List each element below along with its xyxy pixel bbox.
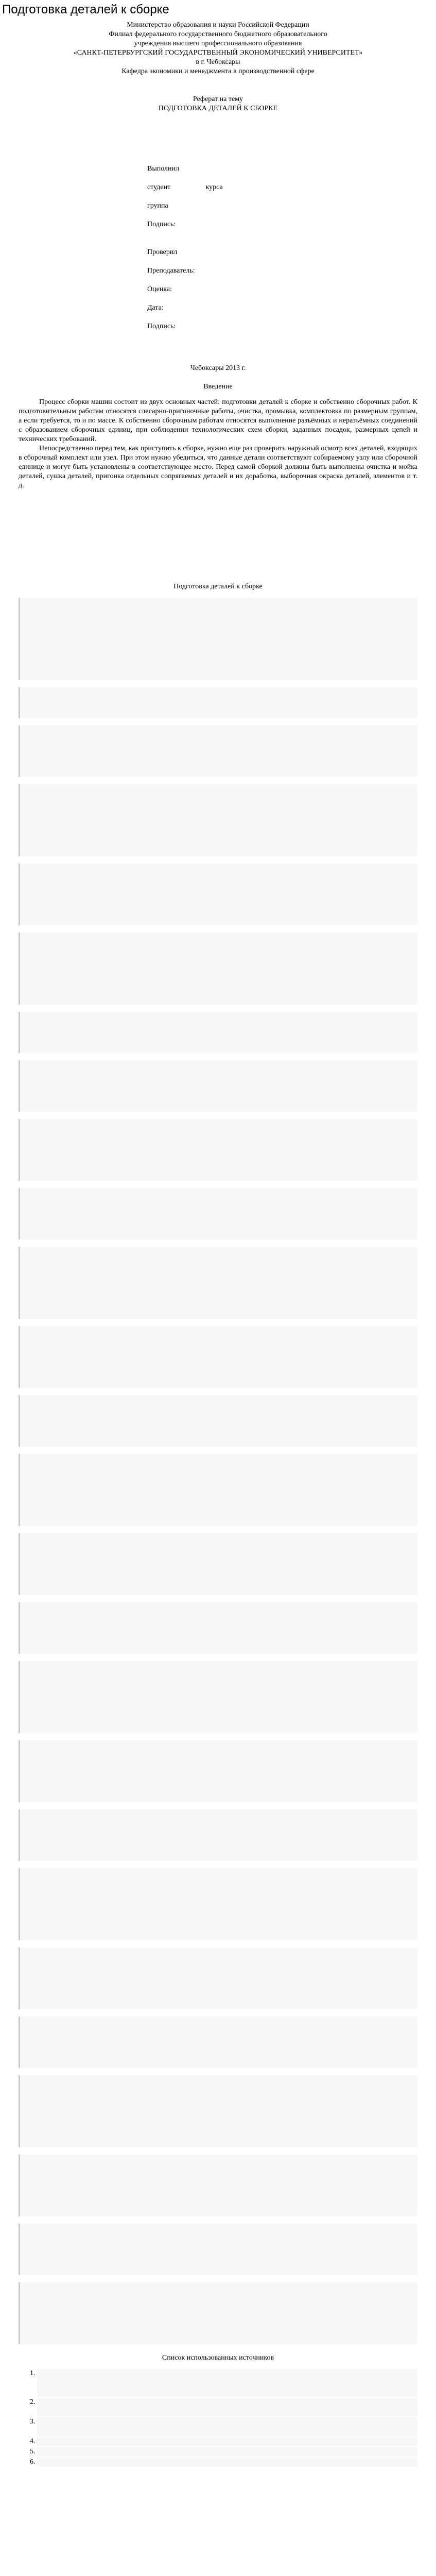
illegible-paragraph — [19, 725, 417, 777]
illegible-paragraph — [19, 1868, 417, 1940]
illegible-paragraph — [19, 863, 417, 925]
branch-line-1: Филиал федерального государственного бюджетного образовательного — [109, 30, 327, 38]
references-section — [19, 2353, 417, 2467]
department-line: Кафедра экономики и менеджмента в производственной сфере — [121, 67, 315, 75]
illegible-paragraph — [19, 1602, 417, 1654]
reference-item — [37, 2398, 417, 2416]
document-body — [0, 18, 436, 2467]
illegible-paragraph — [19, 2224, 417, 2275]
group-label: группа — [147, 202, 168, 210]
document-title: Подготовка деталей к сборке — [2, 3, 169, 16]
ministry-line: Министерство образования и науки Российской Федерации — [127, 21, 309, 29]
city-year: Чебоксары 2013 г. — [190, 364, 246, 372]
illegible-paragraph — [19, 2016, 417, 2068]
grade-label: Оценка: — [147, 285, 172, 293]
illegible-paragraph — [19, 1188, 417, 1240]
illegible-paragraph — [19, 1740, 417, 1802]
performer-form — [147, 160, 417, 336]
illegible-paragraph — [19, 2075, 417, 2147]
illegible-paragraph — [19, 2282, 417, 2344]
course-label: курса — [205, 183, 223, 191]
illegible-paragraph — [19, 1395, 417, 1447]
illegible-paragraph — [19, 2155, 417, 2216]
illegible-paragraph — [19, 784, 417, 856]
topic-line: ПОДГОТОВКА ДЕТАЛЕЙ К СБОРКЕ — [158, 105, 278, 112]
main-section-heading: Подготовка деталей к сборке — [173, 583, 263, 590]
date-label: Дата: — [147, 304, 164, 312]
references-heading: Список использованных источников — [162, 2354, 274, 2362]
illegible-paragraph — [19, 1947, 417, 2009]
illegible-paragraph — [19, 1247, 417, 1319]
illegible-paragraph — [19, 1012, 417, 1053]
work-type: Реферат на тему — [193, 95, 243, 103]
reference-item — [37, 2458, 417, 2467]
illegible-paragraph — [19, 1119, 417, 1181]
reference-item — [37, 2437, 417, 2446]
university-name: «САНКТ-ПЕТЕРБУРГСКИЙ ГОСУДАРСТВЕННЫЙ ЭКОНОМИЧЕСКИЙ УНИВЕРСИТЕТ» — [73, 49, 363, 57]
introduction-paragraph: Процесс сборки машин состоит из двух основных частей: подготовки деталей к сборке и собственно сборочных работ. К подготовительным работам относятся слесарно-пригоночные работы, очистка, промывка, комплектовка по размерным группам, а если требуется, то и по массе. К собственно сборочным работам относятся выполнение разъёмных и неразъёмных соединений с образованием сборочных единиц, при соблюдении технологических схем сборки, заданных посадок, размерных цепей и технических требований. — [19, 398, 417, 443]
student-label: студент — [147, 183, 171, 191]
illegible-paragraph — [19, 1326, 417, 1388]
checked-label: Проверил — [147, 248, 178, 256]
reference-item — [37, 2417, 417, 2436]
introduction-heading: Введение — [203, 383, 233, 391]
illegible-paragraph — [19, 1809, 417, 1861]
title-page — [19, 21, 417, 373]
reference-item — [37, 2369, 417, 2397]
illegible-paragraph — [19, 1060, 417, 1112]
illegible-paragraph — [19, 933, 417, 1005]
signature-label-1: Подпись: — [147, 221, 176, 228]
introduction-paragraph: Непосредственно перед тем, как приступить к сборке, нужно еще раз проверить наружный осмотр всех деталей, входящих в сборочный комплект или узел. При этом нужно убедиться, что данные детали соответствуют собираемому узлу или сборочной единице и могут быть установлены в соответствующее место. Перед самой сборкой должны быть выполнены очистка и мойка деталей, сушка деталей, пригонка отдельных сопрягаемых деталей и их доработка, выборочная окраска деталей, элементов и т. д. — [19, 445, 417, 489]
reference-item — [37, 2447, 417, 2456]
illegible-paragraph — [19, 687, 417, 718]
branch-line-2: учреждения высшего профессионального образования — [134, 40, 302, 47]
illegible-paragraph — [19, 598, 417, 680]
illegible-paragraph — [19, 1661, 417, 1733]
teacher-label: Преподаватель: — [147, 267, 195, 275]
performer-label: Выполнил — [147, 165, 180, 173]
main-section — [19, 582, 417, 2344]
city-line: в г. Чебоксары — [196, 58, 240, 66]
illegible-paragraph — [19, 1454, 417, 1526]
introduction-section — [19, 382, 417, 573]
signature-label-2: Подпись: — [147, 323, 176, 330]
illegible-paragraph — [19, 1533, 417, 1595]
references-list — [19, 2369, 417, 2467]
